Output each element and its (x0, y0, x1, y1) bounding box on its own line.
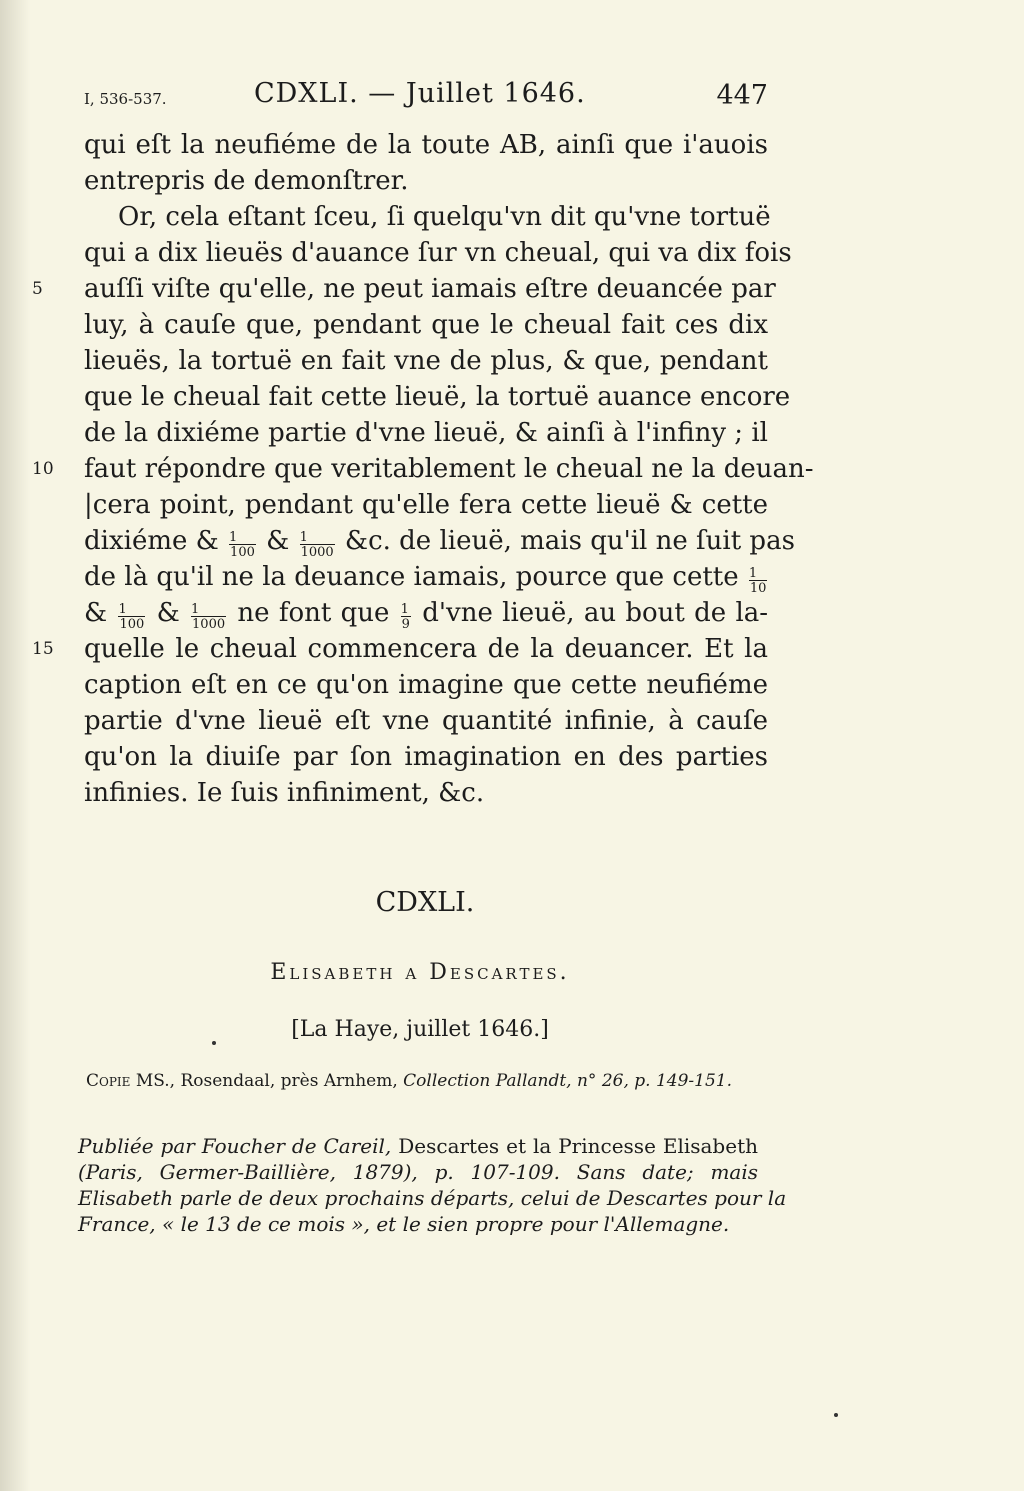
line-number: 10 (32, 459, 54, 479)
speck (212, 1041, 216, 1045)
text-line (84, 127, 768, 163)
text-line (32, 631, 768, 667)
publication-author: Publiée par Foucher de Careil, (78, 1134, 392, 1158)
publication-line-1 (78, 1133, 758, 1159)
line-text: lieuës, la tortuë en fait vne de plus, & que, pendant (84, 346, 768, 376)
publication-line-3: Elisabeth parle de deux prochains départs, celui de Descartes pour la (78, 1186, 787, 1210)
text-line (84, 595, 768, 631)
speck (834, 1413, 838, 1417)
line-text: &c. de lieuë, mais qu'il ne ſuit pas (344, 526, 795, 556)
line-text: qui a dix lieuës d'auance ſur vn cheual, qui va dix fois (84, 238, 792, 268)
line-text: qu'on la diuiſe par ſon imagination en des parties (84, 742, 768, 772)
source-italic: Collection Pallandt, n° 26, p. 149-151. (403, 1071, 733, 1091)
letter-heading: Elisabeth a Descartes. (270, 960, 570, 985)
text-line (84, 307, 768, 343)
line-text: & (156, 598, 180, 628)
line-text: ne font que (237, 598, 390, 628)
fraction-numerator: 1 (191, 602, 200, 617)
fraction-denominator: 100 (230, 545, 255, 560)
fraction-denominator: 1000 (300, 545, 334, 560)
line-text: qui eſt la neufiéme de la toute AB, ainſi que i'auois (84, 130, 768, 160)
line-text: entrepris de demonſtrer. (84, 166, 409, 196)
text-line (84, 343, 768, 379)
header-reference: I, 536-537. (84, 90, 167, 108)
line-text: de là qu'il ne la deuance iamais, pource que cette (84, 562, 739, 592)
letter-body-text (32, 127, 814, 811)
fraction-numerator: 1 (748, 566, 758, 581)
text-line (84, 487, 768, 523)
source-label: Copie (86, 1071, 131, 1091)
fraction (191, 603, 226, 631)
line-text: & (266, 526, 290, 556)
text-line (84, 163, 768, 199)
fraction-denominator: 9 (401, 617, 410, 632)
fraction (749, 567, 768, 595)
line-text: caption eſt en ce qu'on imagine que cette neufiéme (84, 670, 768, 700)
line-text: auſſi viſte qu'elle, ne peut iamais eſtre deuancée par (84, 274, 776, 304)
letter-number: CDXLI. (375, 887, 475, 918)
text-line (84, 235, 792, 271)
text-line (32, 451, 814, 487)
page-number: 447 (716, 80, 768, 111)
line-number: 5 (32, 279, 43, 299)
text-line (84, 415, 768, 451)
line-text: quelle le cheual commencera de la deuancer. Et la (84, 634, 768, 664)
header-title: CDXLI. — Juillet 1646. (254, 78, 586, 109)
fraction-numerator: 1 (400, 602, 409, 617)
page-edge-shadow (0, 0, 30, 1491)
line-text: partie d'vne lieuë eſt vne quantité infinie, à cauſe (84, 706, 768, 736)
fraction-numerator: 1 (118, 602, 127, 617)
text-line (84, 523, 795, 560)
fraction (401, 603, 411, 631)
fraction (118, 603, 145, 631)
publication-title: Descartes et la Princesse Elisabeth (391, 1134, 758, 1158)
fraction-denominator: 10 (749, 581, 767, 596)
text-line (84, 379, 791, 415)
line-number: 15 (32, 639, 54, 659)
line-text: que le cheual fait cette lieuë, la tortuë auance encore (84, 382, 791, 412)
fraction-denominator: 100 (119, 617, 145, 632)
fraction (300, 531, 335, 559)
line-text: Or, cela eſtant ſceu, ſi quelqu'vn dit qu'vne tortuë (118, 202, 771, 232)
letter-place-date: [La Haye, juillet 1646.] (291, 1017, 549, 1042)
source-note (86, 1071, 766, 1091)
text-line (84, 775, 768, 811)
text-line (32, 271, 776, 307)
text-line (84, 667, 768, 703)
publication-line-2: (Paris, Germer-Baillière, 1879), p. 107-109. Sans date; mais (78, 1160, 758, 1184)
line-text: de la dixiéme partie d'vne lieuë, & ainſi à l'infiny ; il (84, 418, 768, 448)
source-text: MS., Rosendaal, près Arnhem, (130, 1071, 404, 1091)
fraction-denominator: 1000 (192, 617, 226, 632)
line-text: & (84, 598, 108, 628)
text-line (84, 703, 768, 739)
running-header (84, 78, 768, 118)
line-text: |cera point, pendant qu'elle fera cette lieuë & cette (84, 490, 768, 520)
line-text: faut répondre que veritablement le cheual ne la deuan- (84, 454, 814, 484)
text-line (84, 739, 768, 775)
line-text: infinies. Ie ſuis infiniment, &c. (84, 778, 485, 808)
fraction (229, 531, 256, 559)
text-line (84, 199, 771, 235)
text-line (84, 559, 768, 595)
line-text: luy, à cauſe que, pendant que le cheual fait ces dix (84, 310, 768, 340)
fraction-numerator: 1 (229, 530, 238, 545)
publication-note (78, 1133, 787, 1237)
fraction-numerator: 1 (299, 530, 308, 545)
line-text: d'vne lieuë, au bout de la- (422, 598, 769, 628)
publication-line-4: France, « le 13 de ce mois », et le sien propre pour l'Allemagne. (78, 1212, 730, 1236)
line-text: dixiéme & (84, 526, 219, 556)
